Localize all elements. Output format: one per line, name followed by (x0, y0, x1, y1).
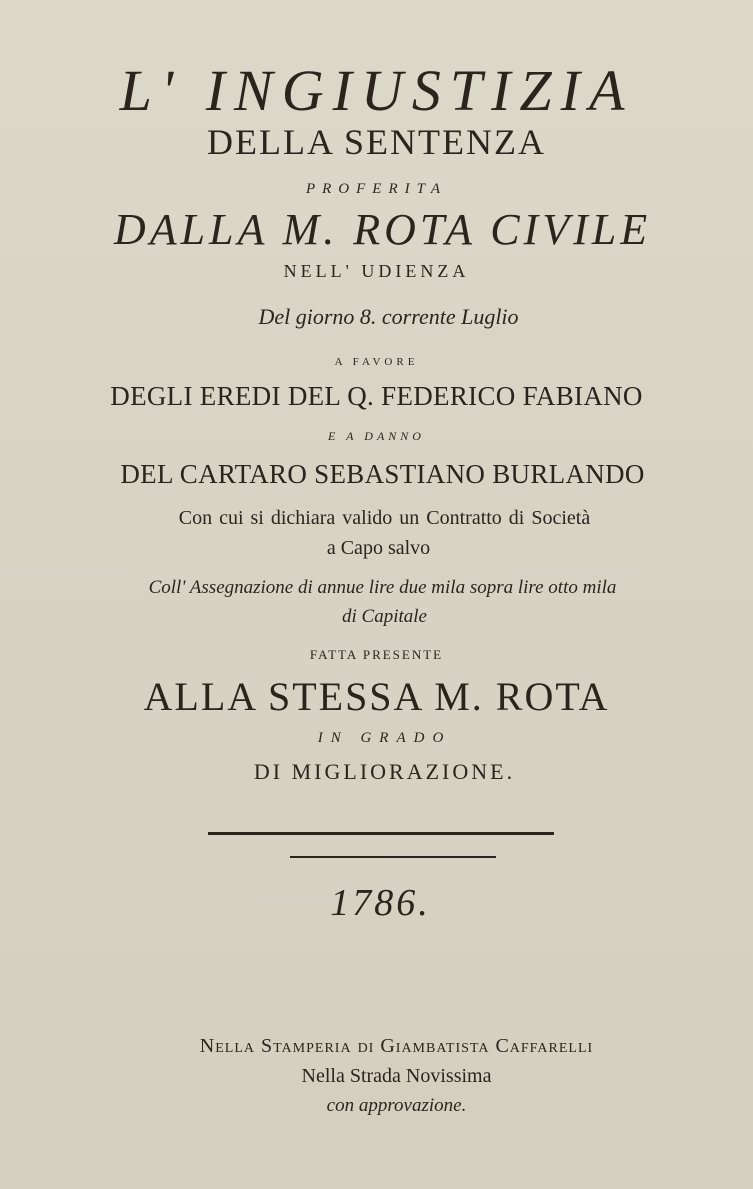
heirs-line: DEGLI EREDI DEL Q. FEDERICO FABIANO (110, 381, 643, 411)
in-grado-line: IN GRADO (317, 730, 452, 746)
assignment-line-1: Coll' Assegnazione di annue lire due mila sopra lire otto mila (148, 577, 617, 598)
date-line: Del giorno 8. corrente Luglio (258, 304, 519, 329)
fatta-line: FATTA PRESENTE (309, 647, 444, 662)
divider-rule-short (290, 856, 496, 858)
assignment-line-2: di Capitale (342, 606, 427, 627)
printer-imprint: Nella Stamperia di Giambatista Caffarelli (199, 1035, 594, 1057)
proferita-line: PROFERITA (305, 181, 448, 197)
court-line: DALLA M. ROTA CIVILE (113, 205, 652, 254)
favore-line: A FAVORE (334, 356, 419, 368)
contract-line-2: a Capo salvo (326, 537, 431, 559)
stessa-line: ALLA STESSA M. ROTA (143, 674, 610, 719)
page-title: L' INGIUSTIZIA (119, 58, 634, 123)
migliorazione-line: DI MIGLIORAZIONE. (253, 759, 516, 784)
contract-line-1: Con cui si dichiara valido un Contratto di Società (178, 507, 591, 529)
cartaro-line: DEL CARTARO SEBASTIANO BURLANDO (120, 459, 645, 489)
danno-line: E A DANNO (328, 429, 425, 443)
udienza-line: NELL' UDIENZA (283, 261, 470, 281)
street-line: Nella Strada Novissima (301, 1065, 492, 1087)
divider-rule-long (208, 832, 554, 835)
subtitle: DELLA SENTENZA (207, 122, 546, 162)
year: 1786. (330, 882, 431, 924)
approval-line: con approvazione. (326, 1095, 467, 1116)
